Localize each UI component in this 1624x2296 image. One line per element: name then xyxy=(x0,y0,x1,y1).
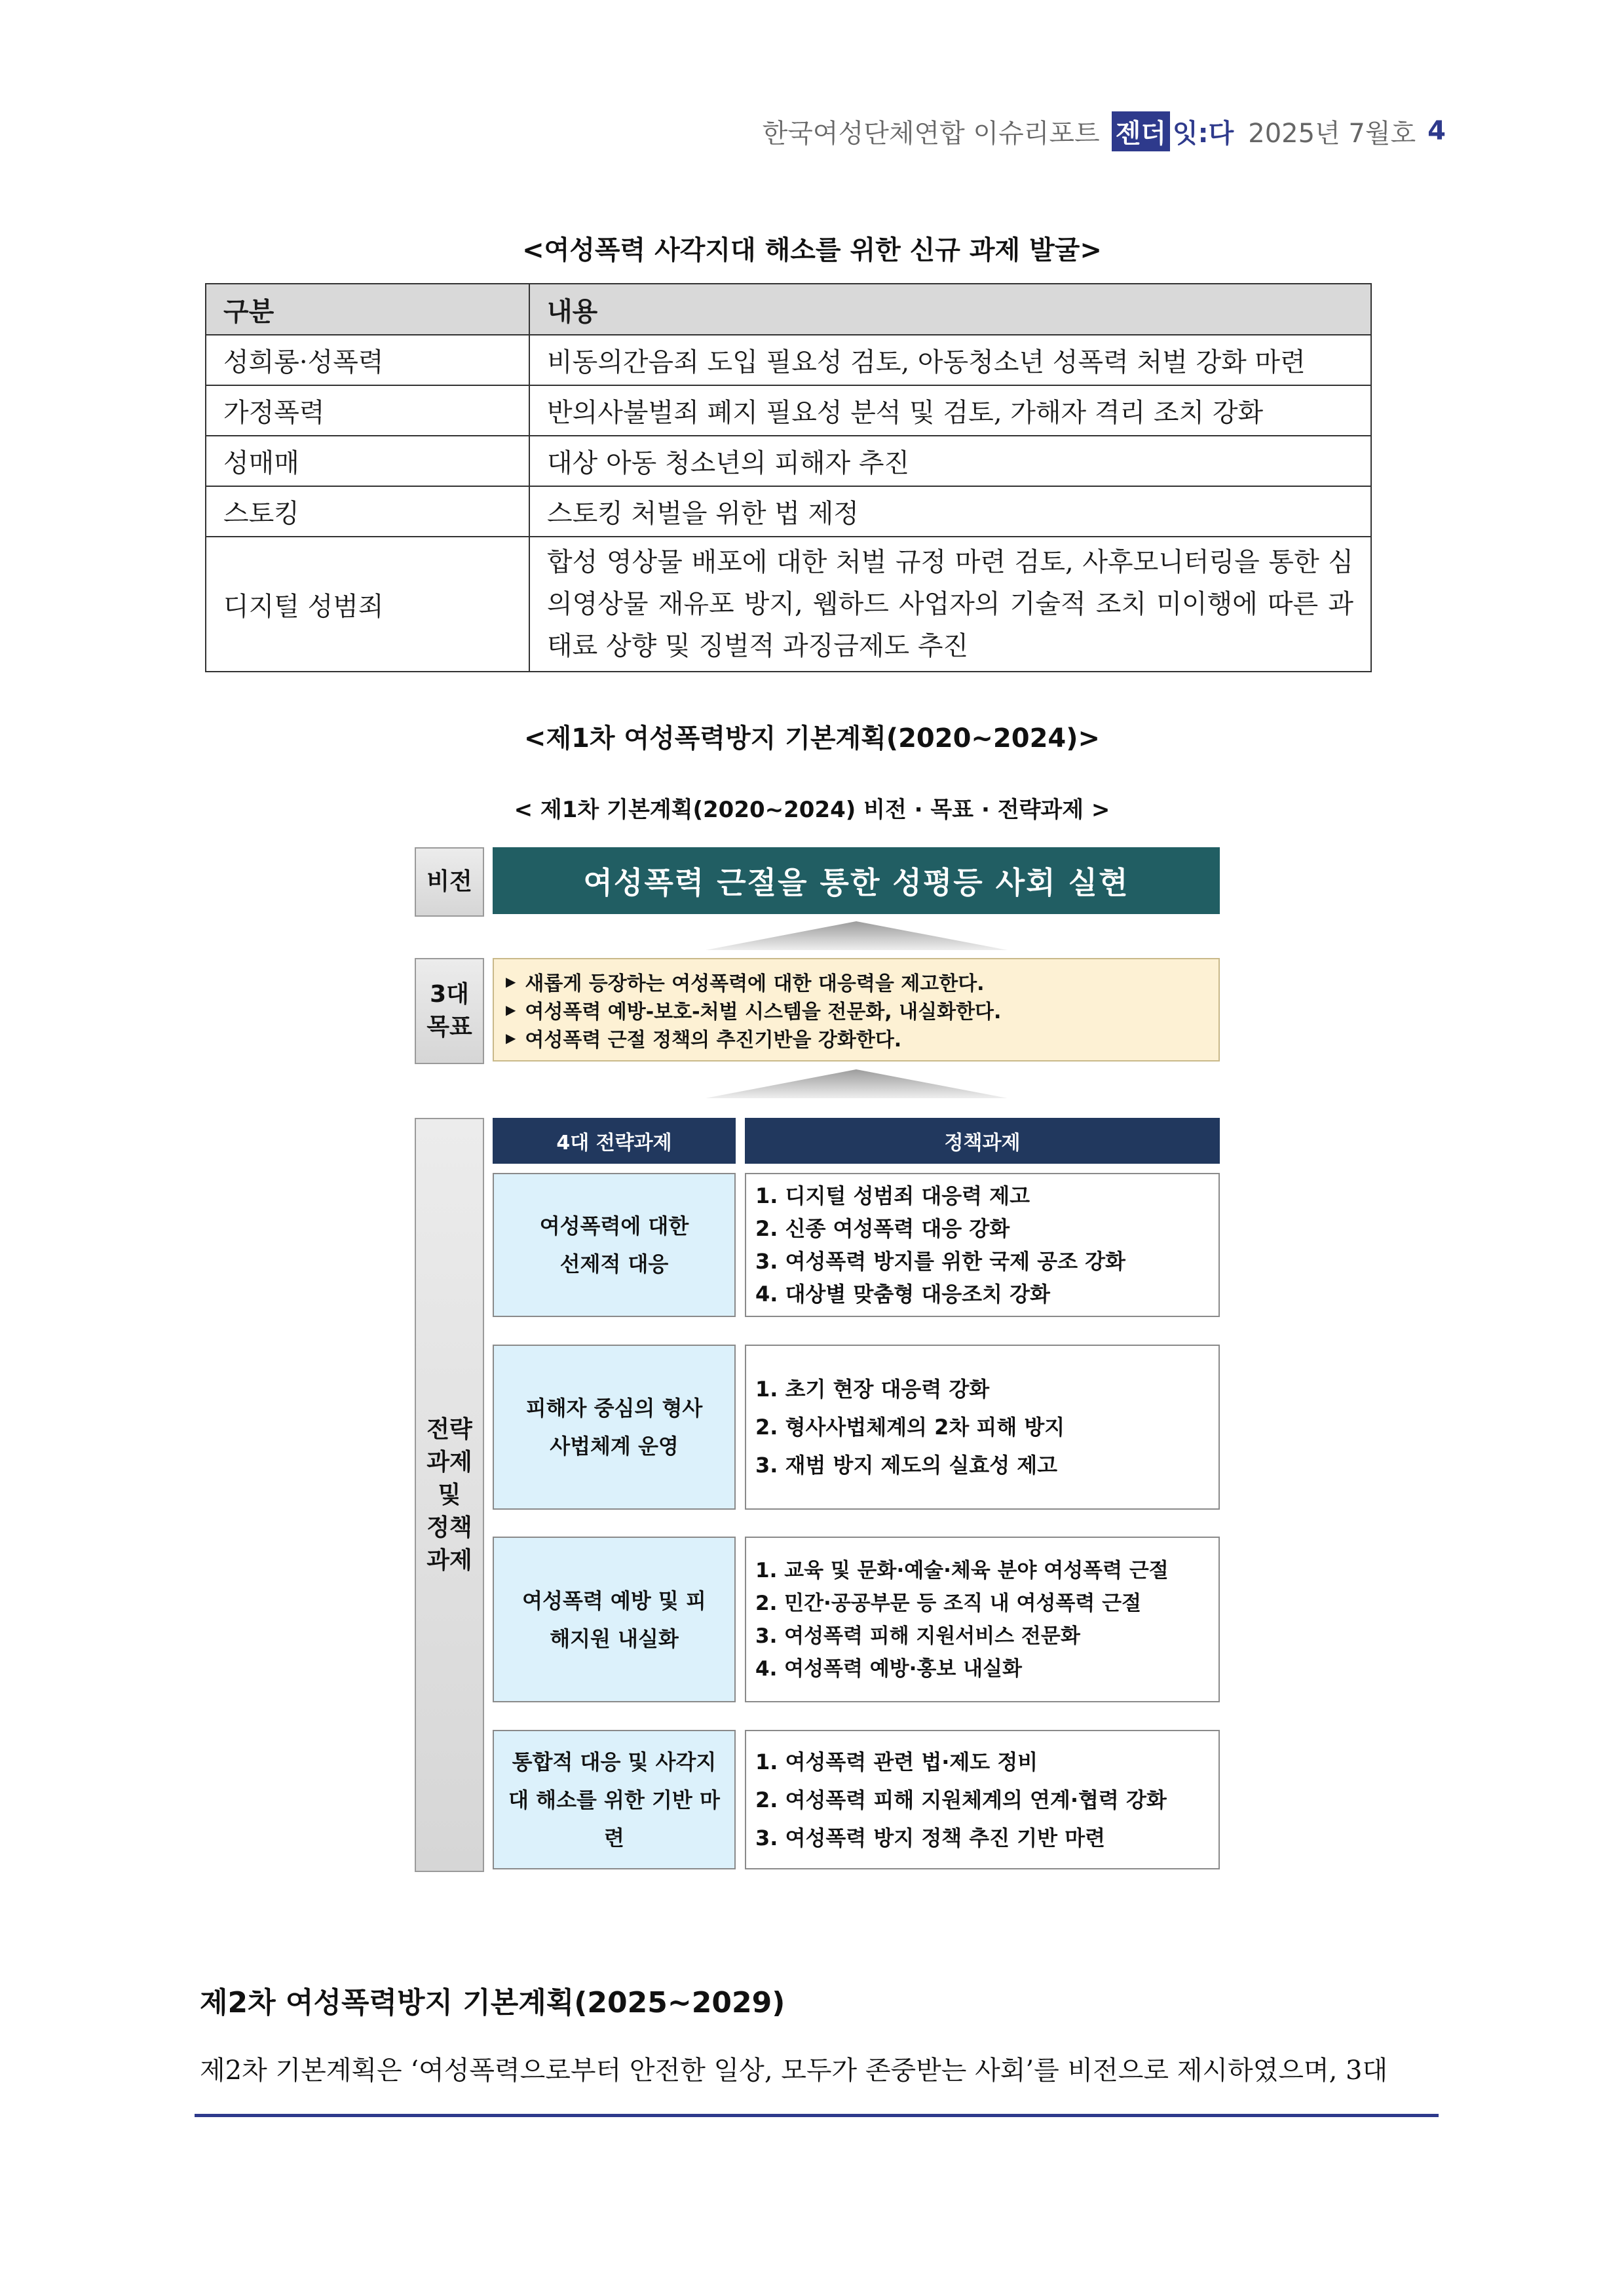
policy-item: 2. 여성폭력 피해 지원체계의 연계·협력 강화 xyxy=(755,1787,1167,1812)
strategy-column-header: 4대 전략과제 xyxy=(493,1118,736,1164)
section-title: 제2차 여성폭력방지 기본계획(2025~2029) xyxy=(200,1986,785,2019)
row-content: 스토킹 처벌을 위한 법 제정 xyxy=(529,486,1371,537)
triangle-bullet-icon: ▶ xyxy=(506,973,516,989)
diagram-subtitle: < 제1차 기본계획(2020~2024) 비전 · 목표 · 전략과제 > xyxy=(514,797,1110,823)
brand-part1: 젠더 xyxy=(1112,111,1170,151)
strategy-task xyxy=(493,1345,736,1510)
row-content: 비동의간음죄 도입 필요성 검토, 아동청소년 성폭력 처벌 강화 마련 xyxy=(529,335,1371,385)
policy-item: 2. 형사사법체계의 2차 피해 방지 xyxy=(755,1415,1065,1440)
policy-list xyxy=(745,1537,1220,1702)
policy-item: 2. 민간·공공부문 등 조직 내 여성폭력 근절 xyxy=(755,1591,1142,1615)
strategy-label xyxy=(415,1118,484,1872)
strategy-task-text: 피해자 중심의 형사 사법체계 운영 xyxy=(525,1396,703,1459)
new-tasks-table xyxy=(205,283,1372,672)
strategy-task xyxy=(493,1537,736,1702)
strategy-task-text: 여성폭력 예방 및 피해지원 내실화 xyxy=(522,1588,706,1651)
goal-item xyxy=(506,967,1207,995)
policy-list xyxy=(745,1345,1220,1510)
goals-label-text: 3대 목표 xyxy=(426,981,472,1041)
strategy-task-text: 통합적 대응 및 사각지대 해소를 위한 기반 마련 xyxy=(508,1749,720,1850)
table-row xyxy=(206,537,1371,672)
row-category: 성매매 xyxy=(206,436,529,486)
issue-date: 2025년 7월호 xyxy=(1248,118,1416,149)
policy-list xyxy=(745,1730,1220,1869)
strategy-task xyxy=(493,1173,736,1317)
up-arrow-icon xyxy=(704,1068,1009,1100)
goal-text: 새롭게 등장하는 여성폭력에 대한 대응력을 제고한다. xyxy=(525,972,985,995)
header-category: 구분 xyxy=(206,284,529,335)
goal-text: 여성폭력 근절 정책의 추진기반을 강화한다. xyxy=(525,1028,902,1052)
policy-item: 1. 초기 현장 대응력 강화 xyxy=(755,1377,990,1402)
goal-item xyxy=(506,995,1207,1024)
table-row xyxy=(206,335,1371,385)
row-content: 합성 영상물 배포에 대한 처벌 규정 마련 검토, 사후모니터링을 통한 심의영상물 재유포 방지, 웹하드 사업자의 기술적 조치 미이행에 따른 과태료 상향 및 징벌적 과징금제도 추진 xyxy=(529,537,1371,672)
policy-item: 4. 대상별 맞춤형 대응조치 강화 xyxy=(755,1282,1050,1307)
strategy-label-text: 전략 과제 및 정책 과제 xyxy=(426,1415,472,1574)
policy-list xyxy=(745,1173,1220,1317)
goals-label xyxy=(415,958,484,1064)
policy-item: 3. 여성폭력 피해 지원서비스 전문화 xyxy=(755,1624,1080,1648)
bottom-divider xyxy=(195,2114,1439,2117)
row-content: 반의사불벌죄 폐지 필요성 분석 및 검토, 가해자 격리 조치 강화 xyxy=(529,385,1371,436)
row-category: 디지털 성범죄 xyxy=(206,537,529,672)
triangle-bullet-icon: ▶ xyxy=(506,1029,516,1046)
row-category: 성희롱·성폭력 xyxy=(206,335,529,385)
row-category: 스토킹 xyxy=(206,486,529,537)
policy-item: 3. 여성폭력 방지 정책 추진 기반 마련 xyxy=(755,1825,1106,1850)
goals-box xyxy=(493,958,1220,1062)
strategy-task-text: 여성폭력에 대한 선제적 대응 xyxy=(539,1214,689,1276)
policy-item: 1. 교육 및 문화·예술·체육 분야 여성폭력 근절 xyxy=(755,1558,1169,1582)
table-row xyxy=(206,486,1371,537)
table-header-row xyxy=(206,284,1371,335)
section-body: 제2차 기본계획은 ‘여성폭력으로부터 안전한 일상, 모두가 존중받는 사회’를 비전으로 제시하였으며, 3대 xyxy=(200,2056,1388,2086)
page-header xyxy=(763,113,1446,149)
policy-item: 1. 여성폭력 관련 법·제도 정비 xyxy=(755,1749,1038,1774)
report-title: 한국여성단체연합 이슈리포트 xyxy=(762,118,1100,149)
policy-item: 1. 디지털 성범죄 대응력 제고 xyxy=(755,1183,1030,1208)
table-row xyxy=(206,436,1371,486)
policy-item: 3. 재범 방지 제도의 실효성 제고 xyxy=(755,1453,1058,1478)
brand-part2: 잇:다 xyxy=(1172,118,1234,149)
table-caption: <여성폭력 사각지대 해소를 위한 신규 과제 발굴> xyxy=(522,235,1102,265)
triangle-bullet-icon: ▶ xyxy=(506,1001,516,1018)
goal-text: 여성폭력 예방-보호-처벌 시스템을 전문화, 내실화한다. xyxy=(525,1000,1002,1024)
row-category: 가정폭력 xyxy=(206,385,529,436)
header-content: 내용 xyxy=(529,284,1371,335)
policy-item: 2. 신종 여성폭력 대응 강화 xyxy=(755,1216,1010,1241)
vision-box: 여성폭력 근절을 통한 성평등 사회 실현 xyxy=(493,847,1220,914)
goal-item xyxy=(506,1024,1207,1052)
table-row xyxy=(206,385,1371,436)
policy-item: 4. 여성폭력 예방·홍보 내실화 xyxy=(755,1656,1022,1681)
vision-label: 비전 xyxy=(415,847,484,917)
policy-item: 3. 여성폭력 방지를 위한 국제 공조 강화 xyxy=(755,1249,1125,1274)
page-number: 4 xyxy=(1427,116,1446,146)
policy-column-header: 정책과제 xyxy=(745,1118,1220,1164)
up-arrow-icon xyxy=(704,920,1009,951)
strategy-task xyxy=(493,1730,736,1869)
diagram-caption: <제1차 여성폭력방지 기본계획(2020~2024)> xyxy=(523,723,1101,754)
brand-logo xyxy=(1112,111,1237,151)
row-content: 대상 아동 청소년의 피해자 추진 xyxy=(529,436,1371,486)
